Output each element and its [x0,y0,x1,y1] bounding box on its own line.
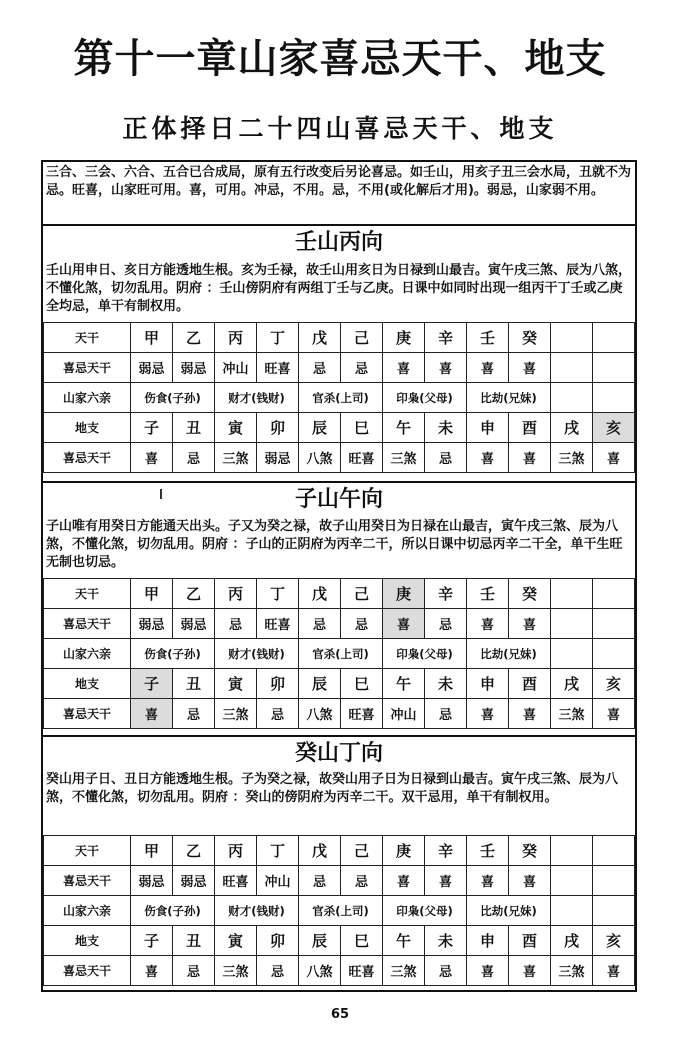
xiji-cell: 弱忌 [173,866,215,896]
xiji-cell: 喜 [425,866,467,896]
stem-cell: 壬 [467,836,509,866]
xiji-cell: 三煞 [215,699,257,729]
empty-cell [551,866,593,896]
ganzhi-table [43,322,635,473]
branch-cell: 申 [467,669,509,699]
stem-cell: 戊 [299,836,341,866]
empty-cell [593,609,635,639]
liuqin-cell: 伤食(子孙) [131,896,215,926]
table-row [44,443,635,473]
branch-cell: 酉 [509,669,551,699]
stem-cell: 丙 [215,579,257,609]
xiji-cell: 旺喜 [257,353,299,383]
branch-cell: 酉 [509,413,551,443]
table-row [44,579,635,609]
xiji-cell: 忌 [425,699,467,729]
liuqin-cell: 印枭(父母) [383,383,467,413]
branch-cell: 辰 [299,413,341,443]
section-text: 壬山用申日、亥日方能透地生根。亥为壬禄，故壬山用亥日为日禄到山最吉。寅午戌三煞、辰为八煞，不懂化煞，切勿乱用。阴府 ：壬山傍阴府有两组丁壬与乙庚。日课中如同时出现一组丙干丁壬或乙庚全均忌，单干有制权用。 [46,263,632,314]
table-row [44,639,635,669]
row-label: 天干 [44,323,131,353]
xiji-cell: 喜 [593,443,635,473]
section-text: 癸山用子日、丑日方能透地生根。子为癸之禄，故癸山用子日为日禄到山最吉。寅午戌三煞、辰为八煞，不懂化煞，切勿乱用。阴府 ：癸山的傍阴府为丙辛二干。双干忌用，单干有制权用。 [46,772,619,805]
xiji-cell: 忌 [341,353,383,383]
chapter-title: 第十一章山家喜忌天干、地支 [73,36,607,82]
xiji-cell: 忌 [257,956,299,986]
stem-cell: 甲 [131,323,173,353]
section-heading: 癸山丁向 [294,741,383,766]
branch-cell: 辰 [299,926,341,956]
branch-cell: 亥 [593,413,635,443]
xiji-cell: 忌 [425,609,467,639]
row-label: 天干 [44,579,131,609]
stem-cell: 癸 [509,323,551,353]
branch-cell: 子 [131,413,173,443]
branch-cell: 戌 [551,926,593,956]
liuqin-cell: 比劫(兄妹) [467,639,551,669]
branch-cell: 申 [467,926,509,956]
xiji-cell: 喜 [593,956,635,986]
stem-cell: 乙 [173,579,215,609]
row-label: 喜忌天干 [44,699,131,729]
table-row [44,956,635,986]
xiji-cell: 忌 [257,699,299,729]
liuqin-cell: 官杀(上司) [299,639,383,669]
xiji-cell: 喜 [467,699,509,729]
stem-cell: 丁 [257,836,299,866]
xiji-cell: 喜 [509,443,551,473]
stem-cell: 辛 [425,579,467,609]
branch-cell: 戌 [551,413,593,443]
xiji-cell: 忌 [299,353,341,383]
branch-cell: 丑 [173,413,215,443]
divider [41,735,637,737]
branch-cell: 巳 [341,669,383,699]
xiji-cell: 三煞 [551,956,593,986]
xiji-cell: 喜 [131,956,173,986]
xiji-cell: 八煞 [299,699,341,729]
xiji-cell: 忌 [173,443,215,473]
branch-cell: 午 [383,669,425,699]
xiji-cell: 忌 [215,609,257,639]
xiji-cell: 三煞 [215,956,257,986]
branch-cell: 申 [467,413,509,443]
xiji-cell: 忌 [173,956,215,986]
section-text: 子山唯有用癸日方能通天出头。子又为癸之禄，故子山用癸日为日禄在山最吉，寅午戌三煞、辰为八煞，不懂化煞，切勿乱用。阴府 ：子山的正阴府为丙辛二干，所以日课中切忌丙辛二干全，单干生旺无制也切忌。 [46,519,623,570]
empty-cell [593,323,635,353]
branch-cell: 子 [131,669,173,699]
section-heading: 子山午向 [294,487,383,512]
branch-cell: 亥 [593,669,635,699]
xiji-cell: 弱忌 [131,609,173,639]
table-row [44,926,635,956]
xiji-cell: 喜 [593,699,635,729]
branch-cell: 巳 [341,413,383,443]
stem-cell: 己 [341,836,383,866]
liuqin-cell: 比劫(兄妹) [467,896,551,926]
row-label: 喜忌天干 [44,956,131,986]
stem-cell: 辛 [425,836,467,866]
stem-cell: 壬 [467,323,509,353]
page-number: 65 [330,1007,350,1022]
xiji-cell: 喜 [509,699,551,729]
xiji-cell: 三煞 [383,443,425,473]
xiji-cell: 忌 [341,609,383,639]
branch-cell: 寅 [215,926,257,956]
xiji-cell: 喜 [131,443,173,473]
branch-cell: 未 [425,926,467,956]
xiji-cell: 旺喜 [257,609,299,639]
xiji-cell: 忌 [173,699,215,729]
xiji-cell: 旺喜 [341,443,383,473]
branch-cell: 酉 [509,926,551,956]
empty-cell [551,353,593,383]
xiji-cell: 喜 [131,699,173,729]
row-label: 山家六亲 [44,383,131,413]
liuqin-cell: 伤食(子孙) [131,639,215,669]
xiji-cell: 旺喜 [215,866,257,896]
empty-cell [551,836,593,866]
xiji-cell: 喜 [383,866,425,896]
xiji-cell: 喜 [425,353,467,383]
row-label: 喜忌天干 [44,443,131,473]
stem-cell: 庚 [383,579,425,609]
ganzhi-table [43,835,635,986]
stem-cell: 壬 [467,579,509,609]
empty-cell [551,579,593,609]
stem-cell: 甲 [131,836,173,866]
liuqin-cell: 财才(钱财) [215,639,299,669]
liuqin-cell: 财才(钱财) [215,383,299,413]
stem-cell: 戊 [299,323,341,353]
liuqin-cell: 伤食(子孙) [131,383,215,413]
liuqin-cell: 比劫(兄妹) [467,383,551,413]
xiji-cell: 冲山 [215,353,257,383]
xiji-cell: 冲山 [383,699,425,729]
branch-cell: 午 [383,413,425,443]
empty-cell [593,896,635,926]
table-row [44,866,635,896]
xiji-cell: 弱忌 [131,353,173,383]
xiji-cell: 忌 [425,443,467,473]
xiji-cell: 三煞 [383,956,425,986]
branch-cell: 午 [383,926,425,956]
row-label: 喜忌天干 [44,353,131,383]
xiji-cell: 冲山 [257,866,299,896]
xiji-cell: 忌 [299,866,341,896]
row-label: 山家六亲 [44,896,131,926]
xiji-cell: 三煞 [551,699,593,729]
chapter-subtitle: 正体择日二十四山喜忌天干、地支 [122,114,558,143]
empty-cell [551,609,593,639]
xiji-cell: 忌 [425,956,467,986]
xiji-cell: 弱忌 [173,609,215,639]
divider [41,481,637,483]
xiji-cell: 喜 [509,866,551,896]
row-label: 地支 [44,669,131,699]
branch-cell: 卯 [257,413,299,443]
branch-cell: 巳 [341,926,383,956]
row-label: 喜忌天干 [44,866,131,896]
branch-cell: 辰 [299,669,341,699]
table-row [44,353,635,383]
stem-cell: 丁 [257,323,299,353]
branch-cell: 戌 [551,669,593,699]
empty-cell [593,383,635,413]
row-label: 喜忌天干 [44,609,131,639]
xiji-cell: 八煞 [299,443,341,473]
table-row [44,609,635,639]
empty-cell [551,639,593,669]
liuqin-cell: 印枭(父母) [383,639,467,669]
intro-paragraph: 三合、三会、六合、五合已合成局，原有五行改变后另论喜忌。如壬山，用亥子丑三会水局，丑就不为忌。旺喜，山家旺可用。喜，可用。冲忌，不用。忌，不用(或化解后才用)。弱忌，山家弱不用。 [46,165,632,198]
branch-cell: 未 [425,413,467,443]
xiji-cell: 忌 [299,609,341,639]
stem-cell: 辛 [425,323,467,353]
branch-cell: 未 [425,669,467,699]
stem-cell: 丁 [257,579,299,609]
stem-cell: 庚 [383,323,425,353]
section-heading: 壬山丙向 [294,230,383,255]
table-row [44,669,635,699]
branch-cell: 卯 [257,926,299,956]
xiji-cell: 喜 [467,956,509,986]
branch-cell: 丑 [173,669,215,699]
stem-cell: 己 [341,323,383,353]
stem-cell: 癸 [509,836,551,866]
empty-cell [593,866,635,896]
xiji-cell: 三煞 [215,443,257,473]
xiji-cell: 弱忌 [131,866,173,896]
row-label: 山家六亲 [44,639,131,669]
xiji-cell: 八煞 [299,956,341,986]
empty-cell [593,836,635,866]
stem-cell: 乙 [173,323,215,353]
table-row [44,699,635,729]
xiji-cell: 弱忌 [257,443,299,473]
stem-cell: 甲 [131,579,173,609]
table-row [44,896,635,926]
table-row [44,413,635,443]
stem-cell: 癸 [509,579,551,609]
stem-cell: 丙 [215,323,257,353]
stem-cell: 戊 [299,579,341,609]
xiji-cell: 喜 [383,353,425,383]
row-label: 地支 [44,926,131,956]
xiji-cell: 三煞 [551,443,593,473]
branch-cell: 卯 [257,669,299,699]
stem-cell: 乙 [173,836,215,866]
branch-cell: 寅 [215,413,257,443]
empty-cell [593,353,635,383]
xiji-cell: 旺喜 [341,956,383,986]
ganzhi-table [43,578,635,729]
liuqin-cell: 财才(钱财) [215,896,299,926]
xiji-cell: 忌 [341,866,383,896]
liuqin-cell: 官杀(上司) [299,383,383,413]
row-label: 天干 [44,836,131,866]
branch-cell: 寅 [215,669,257,699]
xiji-cell: 喜 [467,609,509,639]
xiji-cell: 喜 [467,353,509,383]
xiji-cell: 喜 [467,866,509,896]
stem-cell: 庚 [383,836,425,866]
table-row [44,323,635,353]
xiji-cell: 喜 [467,443,509,473]
divider [41,224,637,226]
branch-cell: 亥 [593,926,635,956]
xiji-cell: 旺喜 [341,699,383,729]
table-row [44,836,635,866]
xiji-cell: 喜 [509,609,551,639]
stem-cell: 丙 [215,836,257,866]
xiji-cell: 喜 [509,353,551,383]
xiji-cell: 弱忌 [173,353,215,383]
empty-cell [551,896,593,926]
branch-cell: 子 [131,926,173,956]
empty-cell [593,579,635,609]
row-label: 地支 [44,413,131,443]
xiji-cell: 喜 [383,609,425,639]
empty-cell [551,383,593,413]
empty-cell [551,323,593,353]
table-row [44,383,635,413]
empty-cell [593,639,635,669]
branch-cell: 丑 [173,926,215,956]
liuqin-cell: 印枭(父母) [383,896,467,926]
stem-cell: 己 [341,579,383,609]
liuqin-cell: 官杀(上司) [299,896,383,926]
xiji-cell: 喜 [509,956,551,986]
